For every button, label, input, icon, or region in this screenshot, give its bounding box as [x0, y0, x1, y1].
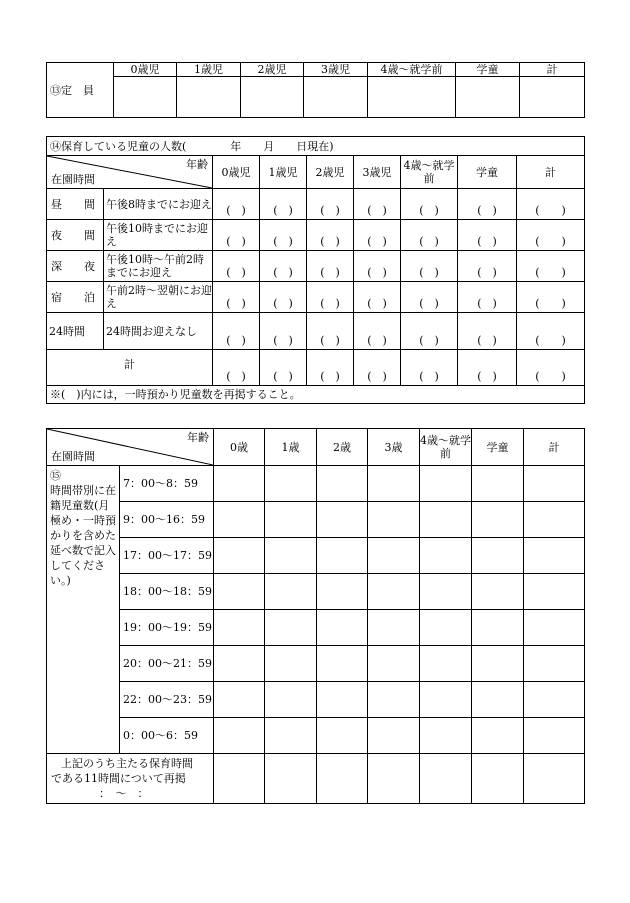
core-hours-time-range[interactable]: ： ～ ： — [99, 787, 149, 800]
count-cell[interactable]: ( ) — [307, 189, 354, 220]
age-time-corner — [47, 156, 213, 189]
count-cell[interactable] — [368, 718, 420, 754]
header-age-3: 3歳児 — [304, 63, 368, 77]
count-cell[interactable] — [420, 718, 472, 754]
header-total: 計 — [517, 156, 585, 189]
count-cell[interactable] — [524, 610, 585, 646]
count-cell[interactable] — [265, 502, 317, 538]
footnote: ※( )内には，一時預かり児童数を再掲すること。 — [47, 386, 585, 404]
count-cell-total[interactable]: ( ) — [517, 313, 585, 350]
count-cell[interactable] — [472, 610, 524, 646]
count-cell[interactable] — [317, 646, 368, 682]
count-cell[interactable]: ( ) — [401, 313, 458, 350]
count-cell[interactable] — [317, 538, 368, 574]
count-cell-total[interactable]: ( ) — [517, 251, 585, 282]
total-cell[interactable]: ( ) — [354, 350, 401, 386]
count-cell-total[interactable]: ( ) — [517, 189, 585, 220]
count-cell[interactable] — [317, 682, 368, 718]
count-cell[interactable] — [317, 610, 368, 646]
count-cell[interactable] — [524, 682, 585, 718]
count-cell[interactable] — [214, 646, 265, 682]
total-cell-grand[interactable]: ( ) — [517, 350, 585, 386]
count-cell[interactable] — [214, 682, 265, 718]
count-cell[interactable] — [317, 502, 368, 538]
capacity-cell[interactable] — [177, 77, 241, 118]
header-age-2: 2歳児 — [307, 156, 354, 189]
count-cell[interactable]: ( ) — [354, 189, 401, 220]
header-total: 計 — [524, 429, 585, 466]
count-cell[interactable] — [472, 646, 524, 682]
row-category: 昼 間 — [47, 189, 104, 220]
count-cell[interactable] — [472, 538, 524, 574]
row-description: 午後10時～午前2時までにお迎え — [104, 251, 213, 282]
count-cell[interactable] — [420, 754, 472, 804]
header-age-0: 0歳児 — [213, 156, 260, 189]
corner-time-label: 在園時間 — [51, 450, 95, 463]
hourly-enrollment-table — [46, 428, 585, 804]
enrolled-children-table — [46, 136, 585, 404]
count-cell[interactable] — [214, 754, 265, 804]
count-cell-total[interactable]: ( ) — [517, 282, 585, 313]
total-cell[interactable]: ( ) — [260, 350, 307, 386]
count-cell[interactable]: ( ) — [354, 282, 401, 313]
count-cell[interactable] — [368, 646, 420, 682]
count-cell[interactable] — [214, 610, 265, 646]
count-cell[interactable]: ( ) — [458, 251, 517, 282]
count-cell[interactable] — [265, 754, 317, 804]
header-age-2: 2歳児 — [241, 63, 304, 77]
time-band: 20：00～21：59 — [120, 646, 214, 682]
count-cell[interactable] — [214, 538, 265, 574]
count-cell[interactable] — [265, 610, 317, 646]
header-age-4-preschool: 4歳～就学前 — [401, 156, 458, 189]
row-category: 宿 泊 — [47, 282, 104, 313]
row-category: 深 夜 — [47, 251, 104, 282]
count-cell[interactable] — [214, 718, 265, 754]
capacity-cell[interactable] — [456, 77, 520, 118]
corner-time-label: 在園時間 — [51, 173, 95, 186]
total-row-label: 計 — [47, 350, 213, 386]
count-cell[interactable] — [265, 682, 317, 718]
capacity-cell[interactable] — [520, 77, 585, 118]
header-age-4-preschool: 4歳～就学前 — [420, 429, 472, 466]
core-hours-line-1: 上記のうち主たる保育時間 — [61, 757, 193, 770]
row-description: 24時間お迎えなし — [104, 313, 213, 350]
row-description: 午後8時までにお迎え — [104, 189, 213, 220]
capacity-label: ⑬定 員 — [47, 63, 114, 118]
count-cell[interactable]: ( ) — [260, 220, 307, 251]
age-time-corner — [47, 429, 214, 466]
count-cell[interactable] — [265, 466, 317, 502]
count-cell[interactable]: ( ) — [260, 251, 307, 282]
header-school-age: 学童 — [456, 63, 520, 77]
count-cell[interactable]: ( ) — [401, 189, 458, 220]
capacity-cell[interactable] — [304, 77, 368, 118]
count-cell[interactable] — [420, 538, 472, 574]
count-cell[interactable]: ( ) — [354, 220, 401, 251]
count-cell[interactable]: ( ) — [307, 220, 354, 251]
count-cell[interactable] — [472, 466, 524, 502]
header-age-1: 1歳児 — [177, 63, 241, 77]
time-band: 0：00～6：59 — [120, 718, 214, 754]
count-cell[interactable] — [317, 574, 368, 610]
count-cell[interactable] — [317, 718, 368, 754]
count-cell[interactable] — [472, 574, 524, 610]
count-cell[interactable]: ( ) — [307, 282, 354, 313]
count-cell[interactable]: ( ) — [354, 313, 401, 350]
count-cell[interactable]: ( ) — [260, 189, 307, 220]
time-band: 19：00～19：59 — [120, 610, 214, 646]
count-cell[interactable] — [524, 754, 585, 804]
count-cell[interactable] — [420, 682, 472, 718]
count-cell[interactable]: ( ) — [354, 251, 401, 282]
header-age-0: 0歳児 — [114, 63, 177, 77]
total-cell[interactable]: ( ) — [213, 350, 260, 386]
count-cell[interactable] — [317, 466, 368, 502]
count-cell[interactable]: ( ) — [307, 251, 354, 282]
count-cell[interactable]: ( ) — [213, 251, 260, 282]
count-cell[interactable] — [472, 754, 524, 804]
header-school-age: 学童 — [472, 429, 524, 466]
count-cell[interactable] — [368, 538, 420, 574]
count-cell[interactable] — [214, 574, 265, 610]
count-cell[interactable] — [524, 574, 585, 610]
count-cell[interactable]: ( ) — [213, 189, 260, 220]
capacity-cell[interactable] — [114, 77, 177, 118]
time-band: 18：00～18：59 — [120, 574, 214, 610]
row-description: 午前2時～翌朝にお迎え — [104, 282, 213, 313]
count-cell[interactable] — [368, 610, 420, 646]
count-cell[interactable] — [420, 610, 472, 646]
count-cell[interactable] — [368, 754, 420, 804]
count-cell[interactable] — [265, 574, 317, 610]
count-cell[interactable] — [472, 718, 524, 754]
count-cell[interactable] — [524, 502, 585, 538]
time-band: 22：00～23：59 — [120, 682, 214, 718]
total-cell[interactable]: ( ) — [401, 350, 458, 386]
count-cell[interactable] — [368, 466, 420, 502]
enrolled-title: ⑭保育している児童の人数( 年 月 日現在) — [47, 137, 585, 156]
header-age-2: 2歳 — [317, 429, 368, 466]
count-cell[interactable]: ( ) — [458, 189, 517, 220]
count-cell[interactable] — [420, 574, 472, 610]
header-age-4-preschool: 4歳～就学前 — [368, 63, 456, 77]
time-band: 7：00～8：59 — [120, 466, 214, 502]
row-description: 午後10時までにお迎え — [104, 220, 213, 251]
count-cell[interactable]: ( ) — [401, 251, 458, 282]
count-cell[interactable]: ( ) — [260, 313, 307, 350]
count-cell[interactable] — [420, 466, 472, 502]
time-band-side-label: ⑮ 時間帯別に在籍児童数(月極め・一時預かりを含めた延べ数で記入してください。) — [47, 466, 120, 754]
count-cell[interactable]: ( ) — [458, 282, 517, 313]
header-school-age: 学童 — [458, 156, 517, 189]
count-cell[interactable] — [524, 466, 585, 502]
count-cell[interactable]: ( ) — [458, 220, 517, 251]
corner-age-label: 年齢 — [187, 431, 209, 444]
row-category: 24時間 — [47, 313, 104, 350]
count-cell[interactable]: ( ) — [260, 282, 307, 313]
count-cell[interactable]: ( ) — [401, 282, 458, 313]
count-cell[interactable]: ( ) — [213, 313, 260, 350]
count-cell[interactable] — [214, 502, 265, 538]
capacity-cell[interactable] — [241, 77, 304, 118]
count-cell[interactable]: ( ) — [213, 282, 260, 313]
core-hours-label — [47, 754, 214, 804]
header-total: 計 — [520, 63, 585, 77]
count-cell[interactable] — [420, 502, 472, 538]
count-cell[interactable] — [265, 646, 317, 682]
header-age-1: 1歳 — [265, 429, 317, 466]
header-age-1: 1歳児 — [260, 156, 307, 189]
count-cell[interactable] — [214, 466, 265, 502]
time-band: 17：00～17：59 — [120, 538, 214, 574]
core-hours-line-2: である11時間について再掲 — [51, 772, 186, 785]
header-age-3: 3歳児 — [354, 156, 401, 189]
count-cell[interactable] — [265, 718, 317, 754]
time-band: 9：00～16：59 — [120, 502, 214, 538]
count-cell[interactable]: ( ) — [401, 220, 458, 251]
row-category: 夜 間 — [47, 220, 104, 251]
count-cell[interactable] — [317, 754, 368, 804]
capacity-table — [46, 62, 585, 118]
count-cell[interactable] — [472, 682, 524, 718]
count-cell[interactable]: ( ) — [458, 313, 517, 350]
count-cell[interactable] — [265, 538, 317, 574]
count-cell[interactable]: ( ) — [307, 313, 354, 350]
count-cell[interactable] — [524, 538, 585, 574]
count-cell[interactable] — [420, 646, 472, 682]
header-age-0: 0歳 — [214, 429, 265, 466]
header-age-3: 3歳 — [368, 429, 420, 466]
corner-age-label: 年齢 — [186, 158, 208, 171]
count-cell-total[interactable]: ( ) — [517, 220, 585, 251]
total-cell[interactable]: ( ) — [307, 350, 354, 386]
count-cell[interactable] — [472, 502, 524, 538]
count-cell[interactable] — [368, 502, 420, 538]
count-cell[interactable] — [524, 646, 585, 682]
capacity-cell[interactable] — [368, 77, 456, 118]
total-cell[interactable]: ( ) — [458, 350, 517, 386]
count-cell[interactable] — [368, 574, 420, 610]
count-cell[interactable] — [524, 718, 585, 754]
count-cell[interactable] — [368, 682, 420, 718]
count-cell[interactable]: ( ) — [213, 220, 260, 251]
